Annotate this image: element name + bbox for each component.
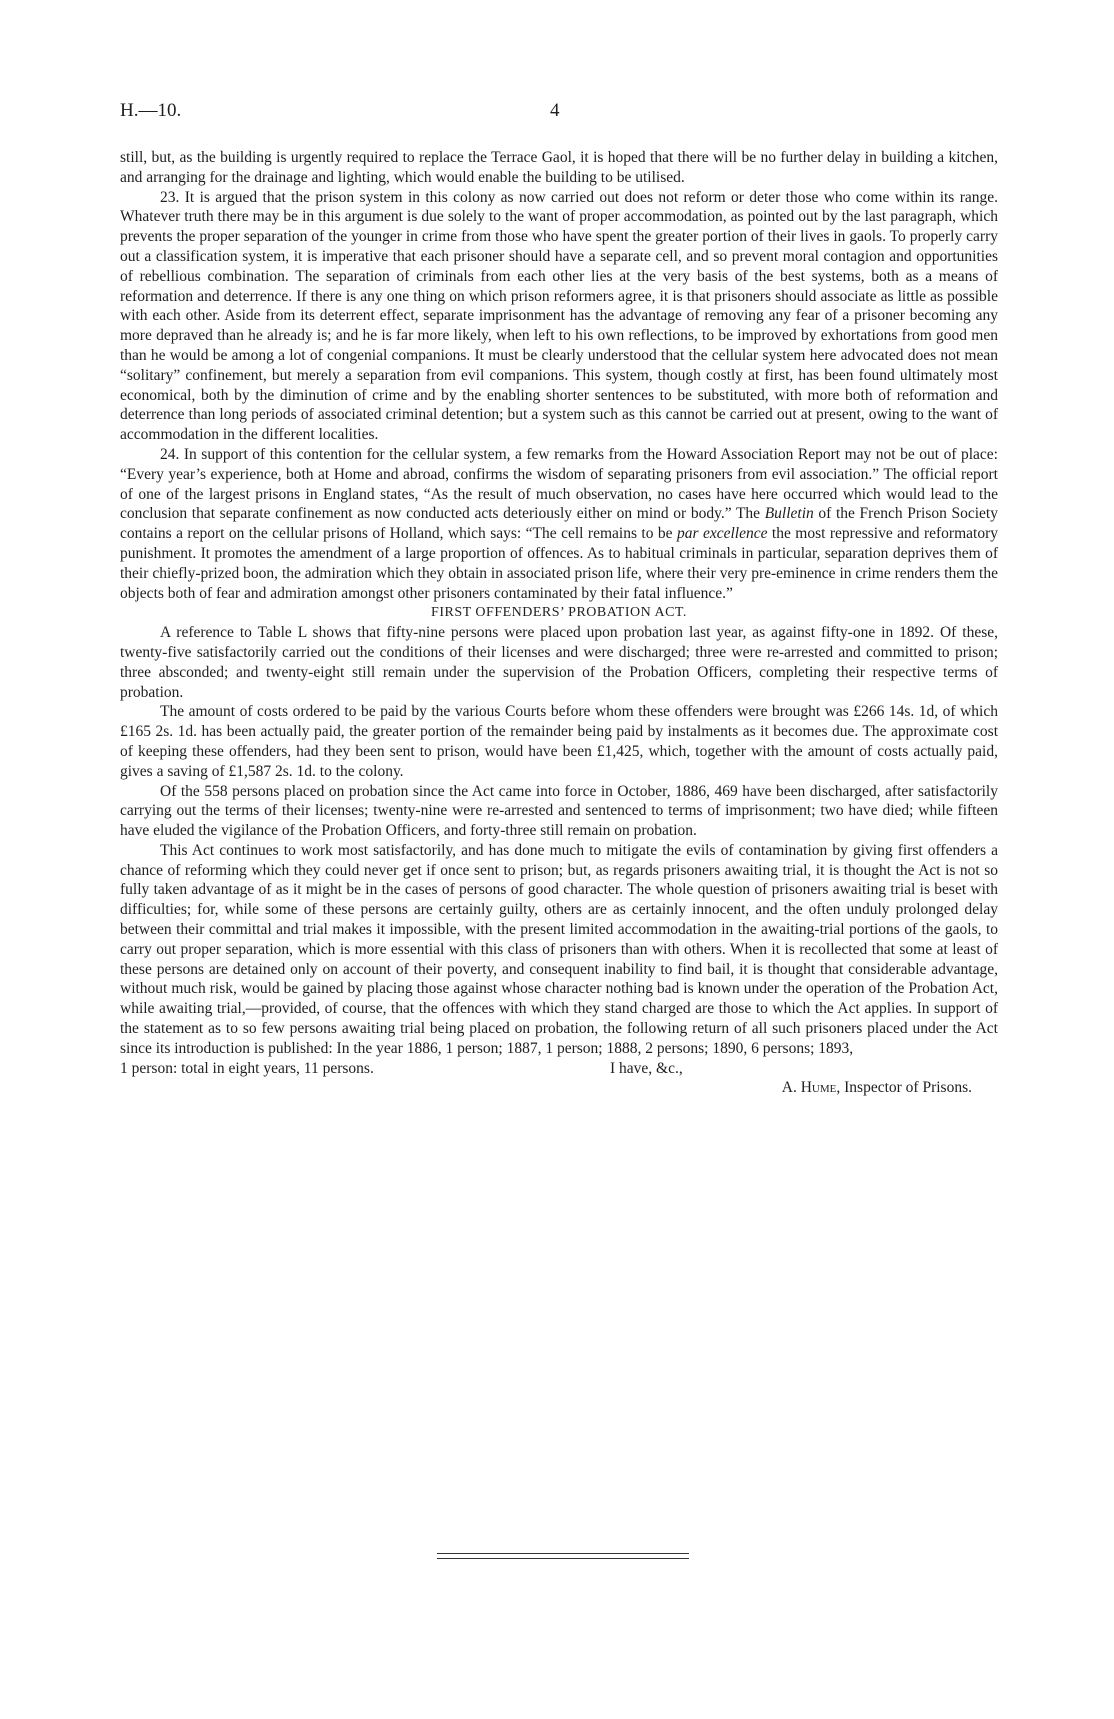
bulletin-italic: Bulletin <box>764 505 814 523</box>
paragraph-table-l: A reference to Table L shows that fifty-nine persons were placed upon probation last year, as against fifty-one in 1892. Of these, twenty-five satisfactorily carried out the conditions of their licenses and were discharged; three were re-arrested and committed to prison; three absconded; and twenty-eight still remain under the supervision of the Probation Officers, completing their respective terms of probation. <box>120 624 998 701</box>
paragraph-24 <box>120 445 998 603</box>
page-number: 4 <box>550 100 560 121</box>
signoff-line <box>120 1059 998 1079</box>
paragraph-24-text-3: the most repressive and reformatory punishment. It promotes the amendment of a large proportion of offences. As to habitual criminals in particular, separation deprives them of their chiefly-prized boon, the admiration which they obtain in associated prison life, where their very pre-eminence in crime renders them the objects both of fear and admiration amongst other prisoners contaminated by their fatal influence.” <box>120 525 998 602</box>
paragraph-totals: Of the 558 persons placed on probation since the Act came into force in October, 1886, 469 have been discharged, after satisfactorily carrying out the terms of their licenses; twenty-nine were re-arrested and sentenced to terms of imprisonment; two have died; while fifteen have eluded the vigilance of the Probation Officers, and forty-three still remain on probation. <box>120 782 998 840</box>
signer-title: , Inspector of Prisons. <box>836 1079 972 1097</box>
paragraph-23: 23. It is argued that the prison system in this colony as now carried out does not reform or deter those who come within its range. Whatever truth there may be in this argument is due solely to the want of proper accommodation, as pointed out by the last paragraph, which prevents the proper separation of the younger in crime from those who have spent the greater portion of their lives in gaols. To properly carry out a classification system, it is imperative that each prisoner should have a separate cell, and so prevent moral contagion and opportunities of rebellious combination. The separation of criminals from each other lies at the very basis of the best systems, both as a means of reformation and deterrence. If there is any one thing on which prison reformers agree, it is that prisoners should associate as little as possible with each other. Aside from its deterrent effect, separate imprisonment has the advantage of removing any fear of a prisoner becoming any more depraved than he already is; and he is far more likely, when left to his own reflections, to be improved by exhortations from good men than he would be among a lot of congenial companions. It must be clearly understood that the cellular system here advocated does not mean “solitary” confinement, but merely a separation from evil companions. This system, though costly at first, has been found ultimately most economical, both by the diminution of crime and by the enabling shorter sentences to be substituted, with more both of reformation and deterrence than long periods of associated criminal detention; but a system such as this cannot be carried out at present, owing to the want of accommodation in the different localities. <box>120 188 998 444</box>
salutation: I have, &c., <box>610 1059 683 1077</box>
paragraph-continuation: still, but, as the building is urgently required to replace the Terrace Gaol, it is hoped that there will be no further delay in building a kitchen, and arranging for the drainage and lighting, which would enable the building to be utilised. <box>120 149 998 186</box>
document-reference: H.—10. <box>120 100 182 121</box>
total-persons-line: 1 person: total in eight years, 11 persons. <box>120 1059 374 1077</box>
paragraph-act-works: This Act continues to work most satisfactorily, and has done much to mitigate the evils of contamination by giving first offenders a chance of reforming which they could never get if once sent to prison; but, as regards prisoners awaiting trial, it is thought the Act is not so fully taken advantage of as it might be in the cases of persons of good character. The whole question of prisoners awaiting trial is beset with difficulties; for, while some of these persons are certainly guilty, others are as certainly innocent, and the often unduly prolonged delay between their committal and trial makes it impossible, with the present limited accommodation in the awaiting-trial portions of the gaols, to carry out proper separation, which is more essential with this class of prisoners than with others. When it is recollected that some at least of these persons are detained only on account of their poverty, and consequent inability to find bail, it is thought that considerable advantage, without much risk, would be gained by placing those against whose character nothing bad is known under the operation of the Probation Act, while awaiting trial,—provided, of course, that the offences with which they stand charged are those to which the Act applies. In support of the statement as to so few persons awaiting trial being placed on probation, the following return of all such prisoners placed under the Act since its introduction is published: In the year 1886, 1 person; 1887, 1 person; 1888, 2 persons; 1890, 6 persons; 1893, <box>120 841 998 1057</box>
closing-rule-top <box>437 1553 689 1554</box>
paragraph-costs: The amount of costs ordered to be paid by the various Courts before whom these offenders were brought was £266 14s. 1d, of which £165 2s. 1d. has been actually paid, the greater portion of the remainder being paid by instalments as it becomes due. The approximate cost of keeping these offenders, had they been sent to prison, would have been £1,425, which, together with the amount of costs actually paid, gives a saving of £1,587 2s. 1d. to the colony. <box>120 703 998 780</box>
signature <box>120 1078 998 1098</box>
paragraph-24-text-1: 24. In support of this contention for the cellular system, a few remarks from the Howard Association Report may not be out of place: “Every year’s experience, both at Home and abroad, confirms the wisdom of separating prisoners from evil association.” The official report of one of the largest prisons in England states, “As the result of much observation, no cases have here occurred which would lead to the conclusion that separate confinement as now conducted acts deteriously either on mind or body.” The <box>120 445 998 523</box>
section-heading: FIRST OFFENDERS’ PROBATION ACT. <box>431 605 687 621</box>
closing-rule-bottom <box>437 1558 689 1559</box>
signer-initial: A. <box>781 1079 801 1097</box>
paragraph-24-text-2: of the French Prison Society contains a report on the cellular prisons of Holland, which says: “The cell remains to be <box>120 505 998 543</box>
signer-surname: Hume <box>800 1079 837 1097</box>
par-excellence-italic: par excellence <box>676 525 768 543</box>
body-text <box>120 148 998 1098</box>
